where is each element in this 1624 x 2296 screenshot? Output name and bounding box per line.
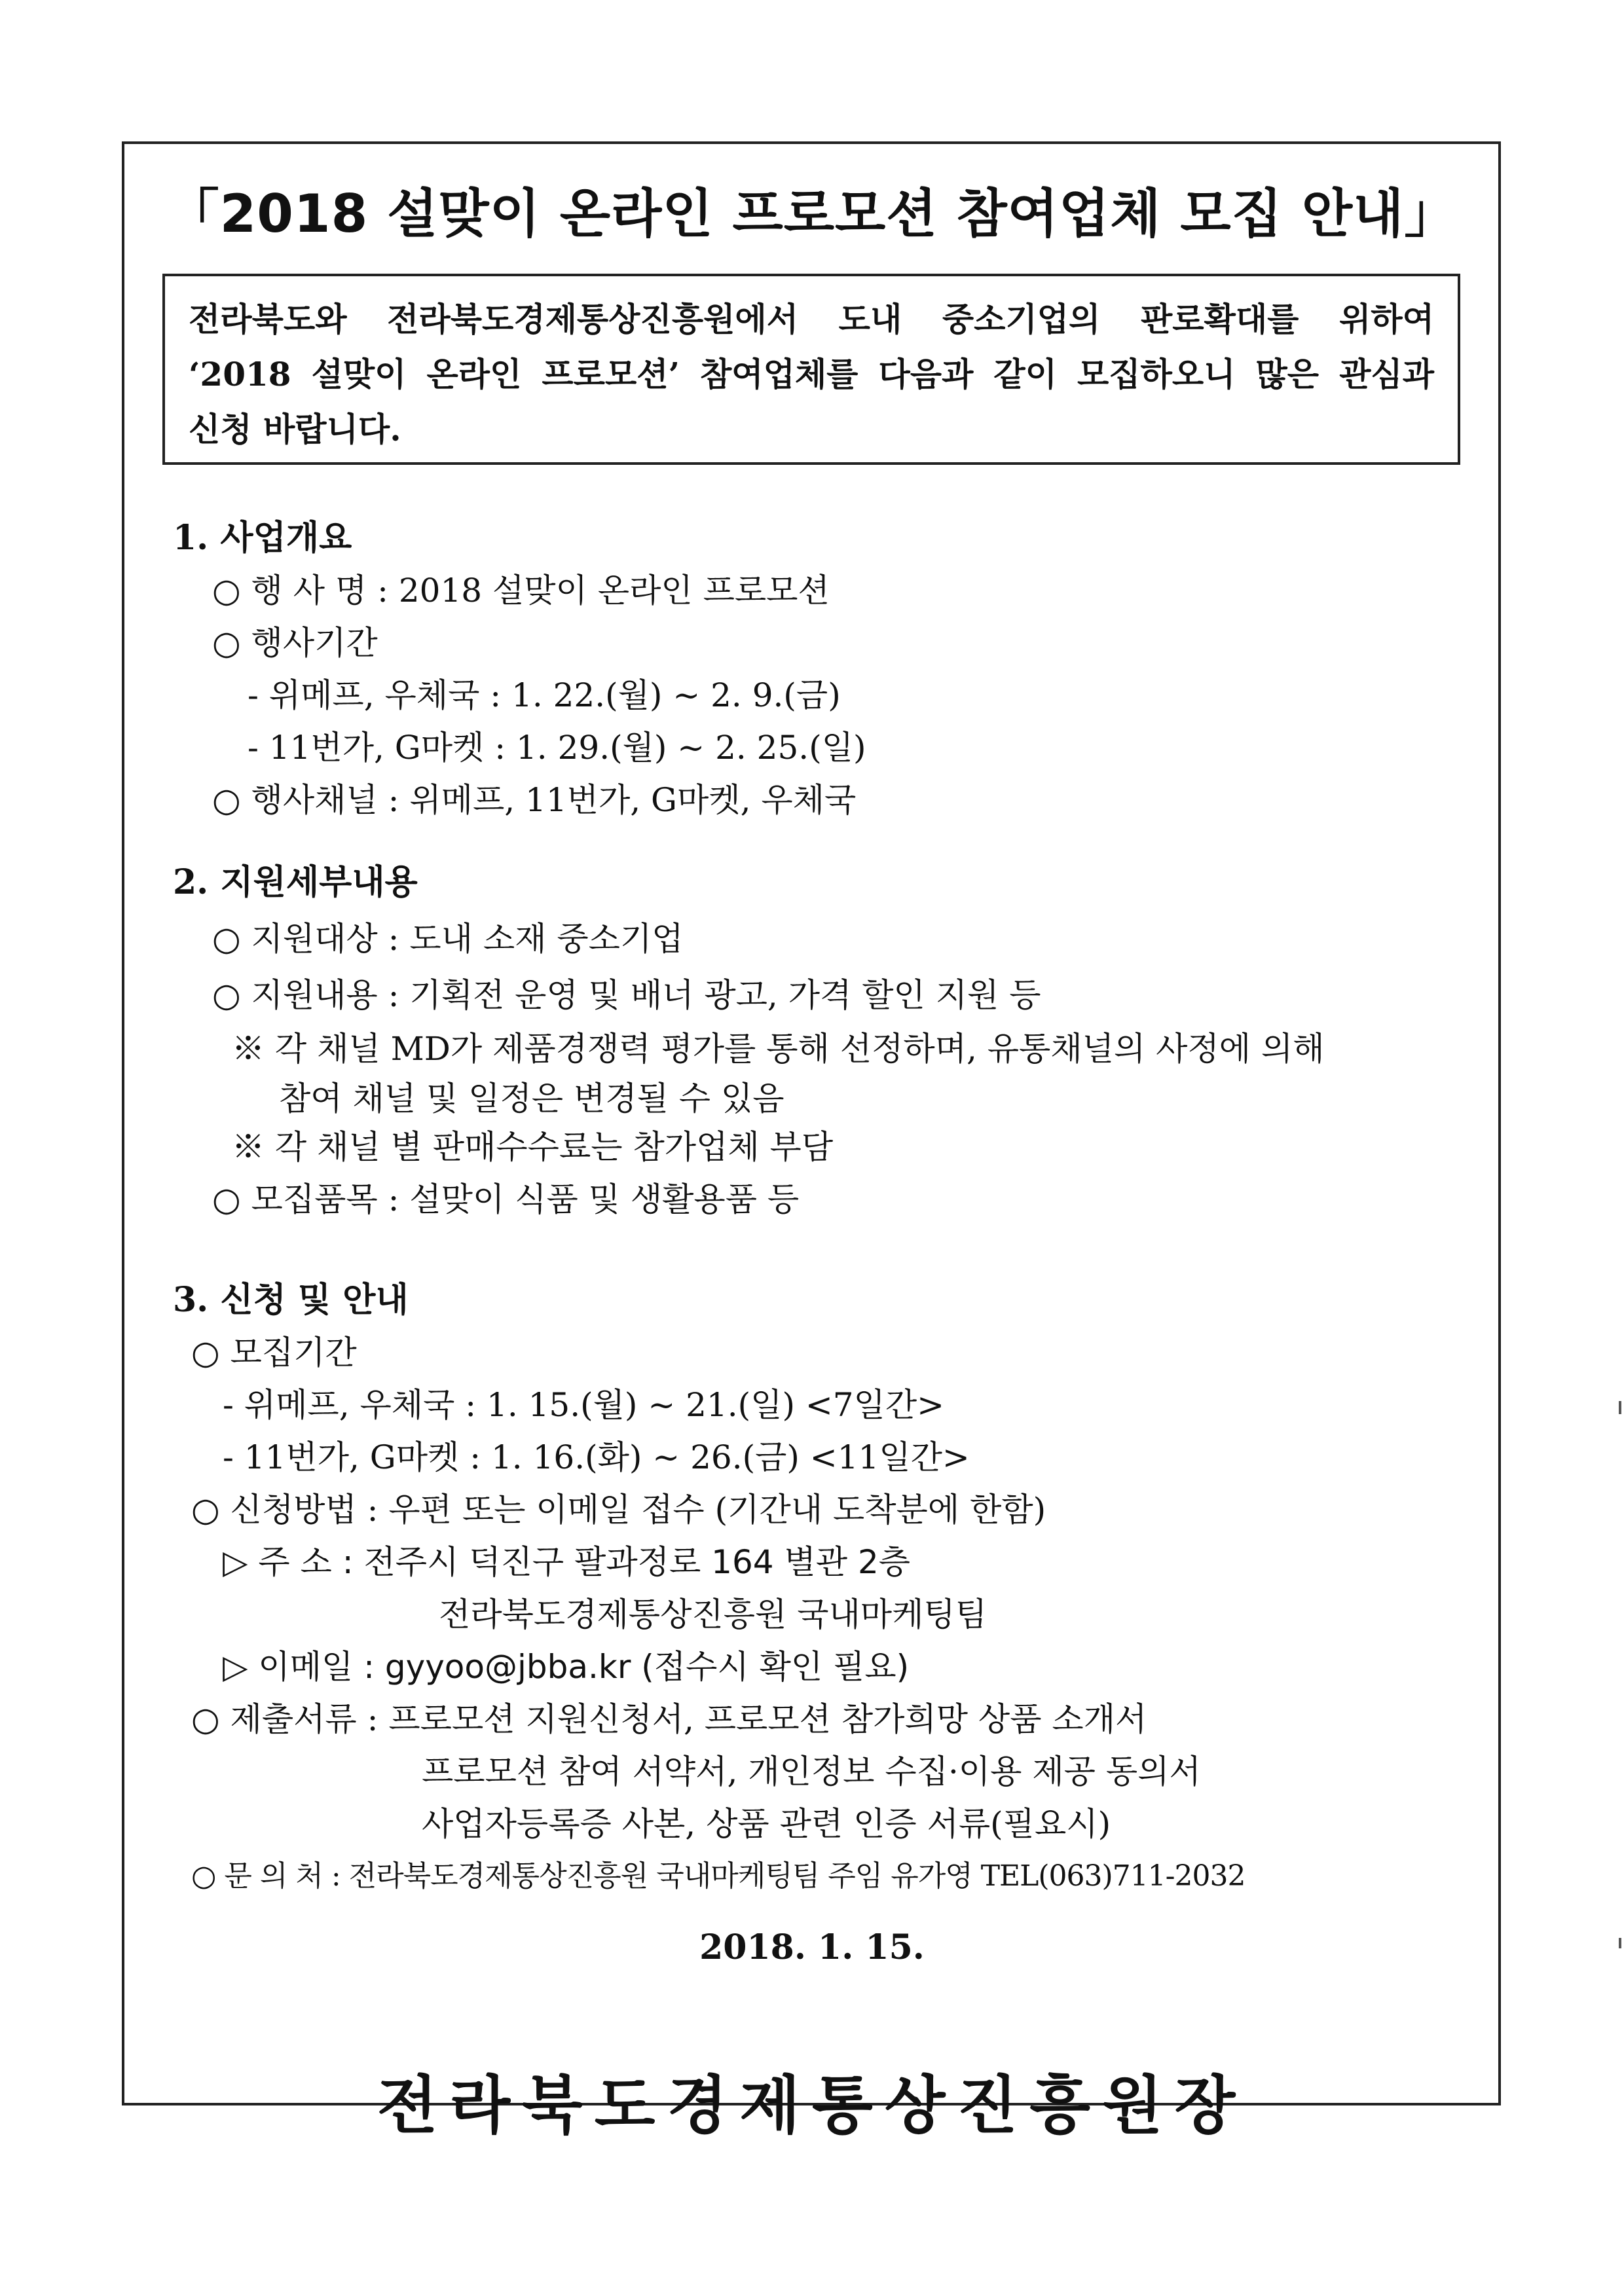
email-line: ▷ 이메일 : gyyoo@jbba.kr (접수시 확인 필요): [223, 1648, 910, 1686]
submit-docs-line-c: 사업자등록증 사본, 상품 관련 인증 서류(필요시): [422, 1805, 1111, 1843]
intro-line-1: 전라북도와 전라북도경제통상진흥원에서 도내 중소기업의 판로확대를 위하여: [189, 300, 1434, 338]
section-1-heading: 1. 사업개요: [173, 518, 352, 558]
recruit-period-1: - 위메프, 우체국 : 1. 15.(월) ~ 21.(일) <7일간>: [223, 1386, 945, 1424]
event-period-2: - 11번가, G마켓 : 1. 29.(월) ~ 2. 25.(일): [248, 729, 866, 767]
address-line-b: 전라북도경제통상진흥원 국내마케팅팀: [439, 1595, 987, 1633]
recruit-period-label: ○ 모집기간: [191, 1334, 357, 1372]
note-2-line: ※ 각 채널 별 판매수수료는 참가업체 부담: [232, 1128, 834, 1166]
intro-box: [162, 274, 1460, 465]
contact-line: ○ 문 의 처 : 전라북도경제통상진흥원 국내마케팅팀 주임 유가영 TEL(063)711-2032: [191, 1859, 1246, 1893]
section-3-heading: 3. 신청 및 안내: [173, 1280, 409, 1320]
section-2-heading: 2. 지원세부내용: [173, 862, 418, 902]
support-target-line: ○ 지원대상 : 도내 소재 중소기업: [212, 920, 684, 958]
event-name-line: ○ 행 사 명 : 2018 설맞이 온라인 프로모션: [212, 572, 830, 610]
issuer-signature: 전라북도경제통상진흥원장: [377, 2068, 1247, 2142]
scan-mark-2: [1619, 1938, 1621, 1948]
submit-docs-line-a: ○ 제출서류 : 프로모션 지원신청서, 프로모션 참가희망 상품 소개서: [191, 1700, 1147, 1738]
event-period-label: ○ 행사기간: [212, 624, 378, 662]
intro-line-2: ‘2018 설맞이 온라인 프로모션’ 참여업체를 다음과 같이 모집하오니 많은 관심과: [189, 355, 1434, 393]
submit-docs-line-b: 프로모션 참여 서약서, 개인정보 수집·이용 제공 동의서: [422, 1753, 1201, 1791]
note-1-line-a: ※ 각 채널 MD가 제품경쟁력 평가를 통해 선정하며, 유통채널의 사정에 의해: [232, 1030, 1325, 1068]
recruit-period-2: - 11번가, G마켓 : 1. 16.(화) ~ 26.(금) <11일간>: [223, 1438, 970, 1476]
intro-line-3: 신청 바랍니다.: [189, 410, 401, 448]
address-line-a: ▷ 주 소 : 전주시 덕진구 팔과정로 164 별관 2층: [223, 1543, 911, 1581]
apply-method-line: ○ 신청방법 : 우편 또는 이메일 접수 (기간내 도착분에 한함): [191, 1491, 1046, 1529]
note-1-line-b: 참여 채널 및 일정은 변경될 수 있음: [279, 1080, 784, 1118]
document-date: 2018. 1. 15.: [699, 1927, 925, 1967]
recruit-items-line: ○ 모집품목 : 설맞이 식품 및 생활용품 등: [212, 1180, 800, 1218]
event-period-1: - 위메프, 우체국 : 1. 22.(월) ~ 2. 9.(금): [248, 676, 841, 714]
support-content-line: ○ 지원내용 : 기획전 운영 및 배너 광고, 가격 할인 지원 등: [212, 976, 1041, 1014]
scan-mark-1: [1619, 1401, 1621, 1414]
document-title: 「2018 설맞이 온라인 프로모션 참여업체 모집 안내」: [166, 183, 1458, 244]
event-channels-line: ○ 행사채널 : 위메프, 11번가, G마켓, 우체국: [212, 781, 857, 819]
